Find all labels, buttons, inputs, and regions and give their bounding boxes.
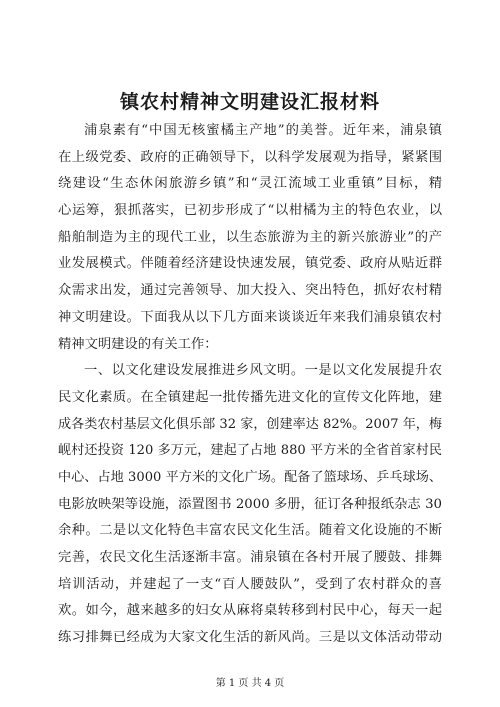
document-title: 镇农村精神文明建设汇报材料 bbox=[119, 91, 380, 113]
body-line: 众需求出发，通过完善领导、加大投入、突出特色，抓好农村精 bbox=[58, 283, 442, 299]
body-line: 在上级党委、政府的正确领导下，以科学发展观为指导，紧紧围 bbox=[58, 149, 442, 165]
body-line: 心运筹，狠抓落实，已初步形成了“以柑橘为主的特色农业，以 bbox=[58, 203, 442, 219]
body-line: 培训活动，并建起了一支“百人腰鼓队”，受到了农村群众的喜 bbox=[58, 576, 442, 592]
document-body bbox=[58, 118, 442, 652]
body-line: 一、以文化建设发展推进乡风文明。一是以文化发展提升农 bbox=[84, 363, 442, 379]
body-line: 欢。如今，越来越多的妇女从麻将桌转移到村民中心，每天一起 bbox=[58, 603, 442, 619]
body-line: 练习排舞已经成为大家文化生活的新风尚。三是以文体活动带动 bbox=[58, 630, 442, 646]
body-line: 成各类农村基层文化俱乐部 32 家，创建率达 82%。2007 年，梅 bbox=[58, 416, 442, 432]
body-line: 绕建设“生态休闲旅游乡镇”和“灵江流域工业重镇”目标，精 bbox=[58, 176, 442, 192]
body-line: 余种。二是以文化特色丰富农民文化生活。随着文化设施的不断 bbox=[58, 523, 442, 539]
body-line: 岘村还投资 120 多万元，建起了占地 880 平方米的全省首家村民 bbox=[58, 443, 442, 459]
body-line: 完善，农民文化生活逐渐丰富。浦泉镇在各村开展了腰鼓、排舞 bbox=[58, 550, 442, 565]
body-line: 精神文明建设的有关工作： bbox=[58, 336, 218, 352]
body-line: 业发展模式。伴随着经济建设快速发展，镇党委、政府从贴近群 bbox=[58, 256, 442, 272]
body-line: 电影放映架等设施，添置图书 2000 多册，征订各种报纸杂志 30 bbox=[58, 496, 442, 512]
body-line: 船舶制造为主的现代工业，以生态旅游为主的新兴旅游业”的产 bbox=[58, 229, 442, 245]
body-line: 浦泉素有“中国无核蜜橘主产地”的美誉。近年来，浦泉镇 bbox=[84, 123, 442, 138]
body-line: 神文明建设。下面我从以下几方面来谈谈近年来我们浦泉镇农村 bbox=[58, 309, 442, 325]
body-line: 民文化素质。在全镇建起一批传播先进文化的宣传文化阵地，建 bbox=[58, 389, 442, 405]
page-footer: 第 1 页 共 4 页 bbox=[215, 678, 285, 689]
body-line: 中心、占地 3000 平方米的文化广场。配备了篮球场、乒乓球场、 bbox=[58, 469, 442, 485]
